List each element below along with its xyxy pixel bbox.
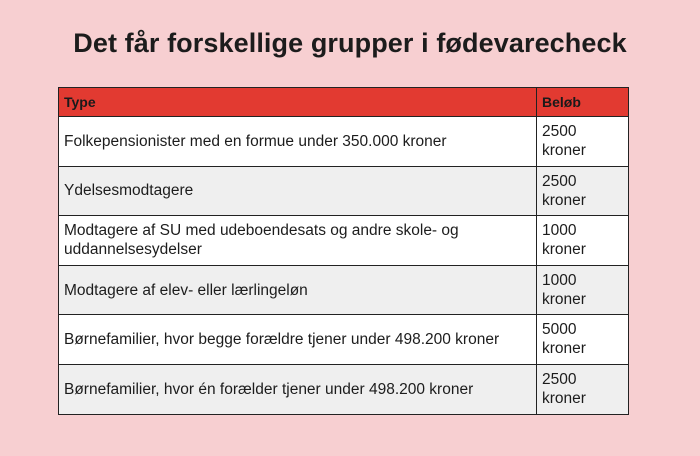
table-row <box>59 265 629 315</box>
cell-amount: 2500 kroner <box>537 117 629 167</box>
column-header-amount: Beløb <box>537 88 629 117</box>
page-title: Det får forskellige grupper i fødevarecheck <box>73 28 627 58</box>
table-row <box>59 364 629 414</box>
cell-type: Folkepensionister med en formue under 350.000 kroner <box>59 117 537 167</box>
cell-amount: 1000 kroner <box>537 216 629 266</box>
cell-amount: 2500 kroner <box>537 166 629 216</box>
cell-type: Ydelsesmodtagere <box>59 166 537 216</box>
cell-type: Modtagere af SU med udeboendesats og andre skole- og uddannelsesydelser <box>59 216 537 266</box>
table-row <box>59 315 629 365</box>
table-row <box>59 166 629 216</box>
table-header-row <box>59 88 629 117</box>
table-row <box>59 117 629 167</box>
cell-amount: 2500 kroner <box>537 364 629 414</box>
cell-amount: 1000 kroner <box>537 265 629 315</box>
table-row <box>59 216 629 266</box>
cell-type: Børnefamilier, hvor begge forældre tjener under 498.200 kroner <box>59 315 537 365</box>
data-table <box>58 87 629 415</box>
cell-type: Børnefamilier, hvor én forælder tjener under 498.200 kroner <box>59 364 537 414</box>
cell-type: Modtagere af elev- eller lærlingeløn <box>59 265 537 315</box>
cell-amount: 5000 kroner <box>537 315 629 365</box>
column-header-type: Type <box>59 88 537 117</box>
